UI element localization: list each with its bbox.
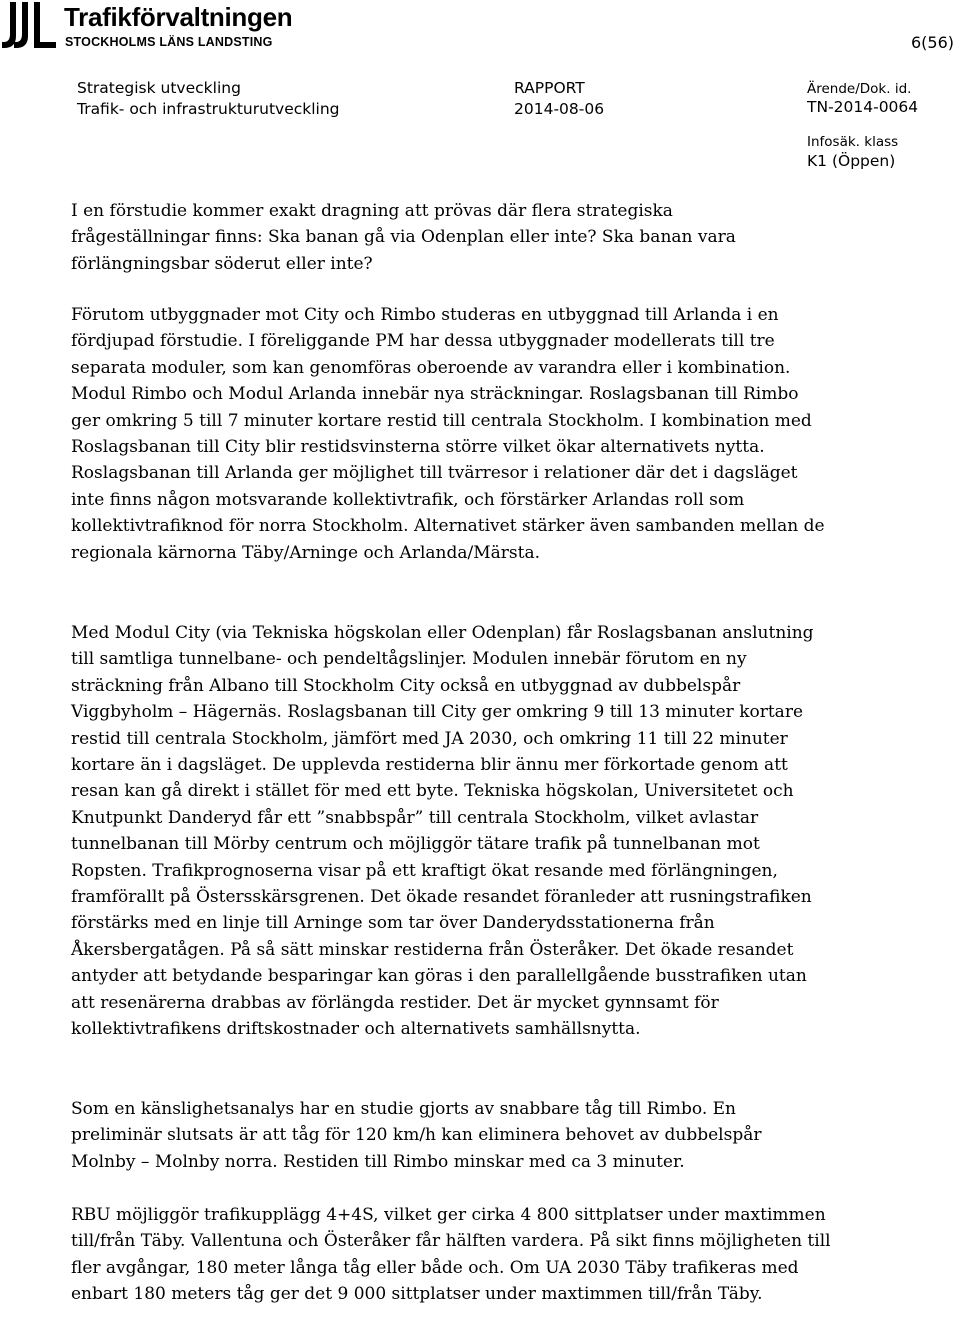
document-date: 2014-08-06 <box>514 100 605 118</box>
department: Strategisk utveckling <box>77 79 241 97</box>
paragraph: Med Modul City (via Tekniska högskolan eller Odenplan) får Roslagsbanan anslutning till samtliga tunnelbane- och pendeltågslinjer. Modulen innebär förutom en ny sträckning från Albano till Stockholm City också en utbyggnad av dubbelspår Viggbyholm – Hägernäs. Roslagsbanan till City ger omkring 9 till 13 minuter kortare restid till centrala Stockholm, jämfört med JA 2030, och omkring 11 till 22 minuter kortare än i dagsläget. De upplevda restiderna blir ännu mer förkortade genom att resan kan gå direkt i stället för med ett byte. Tekniska högskolan, Universitetet och Knutpunkt Danderyd får ett ”snabbspår” till centrala Stockholm, vilket avlastar tunnelbanan till Mörby centrum och möjliggör tätare trafik på tunnelbanan mot Ropsten. Trafikprognoserna visar på ett kraftigt ökat resande med förlängningen, framförallt på Östersskärsgrenen. Det ökade resandet föranleder att rusningstrafiken förstärks med en linje till Arninge som tar över Danderydsstationerna från Åkersbergatågen. På så sätt minskar restiderna från Österåker. Det ökade resandet antyder att betydande besparingar kan göras i den parallellgående busstrafiken utan att resenärerna drabbas av förlängda restider. Det är mycket gynnsamt för kollektivtrafikens driftskostnader och alternativets samhällsnytta. <box>71 623 814 1040</box>
page-number: 6(56) <box>910 33 954 52</box>
document-type: RAPPORT <box>514 79 585 97</box>
security-class: K1 (Öppen) <box>807 152 896 170</box>
org-name: Trafikförvaltningen <box>64 2 293 32</box>
paragraph: Som en känslighetsanalys har en studie gjorts av snabbare tåg till Rimbo. En preliminär slutsats är att tåg för 120 km/h kan eliminera behovet av dubbelspår Molnby – Molnby norra. Restiden till Rimbo minskar med ca 3 minuter. <box>71 1099 762 1172</box>
paragraph: I en förstudie kommer exakt dragning att prövas där flera strategiska frågeställningar finns: Ska banan gå via Odenplan eller inte? Ska banan vara förlängningsbar söderut eller inte? <box>71 201 736 274</box>
case-label: Ärende/Dok. id. <box>807 81 912 97</box>
paragraph: RBU möjliggör trafikupplägg 4+4S, vilket ger cirka 4 800 sittplatser under maxtimmen till/från Täby. Vallentuna och Österåker får hälften vardera. På sikt finns möjligheten till fler avgångar, 180 meter långa tåg eller både och. Om UA 2030 Täby trafikeras med enbart 180 meters tåg ger det 9 000 sittplatser under maxtimmen till/från Täby. <box>71 1205 831 1305</box>
unit: Trafik- och infrastrukturutveckling <box>77 100 340 118</box>
security-label: Infosäk. klass <box>807 134 899 150</box>
org-subtitle: STOCKHOLMS LÄNS LANDSTING <box>65 35 273 49</box>
case-id: TN-2014-0064 <box>807 98 919 116</box>
organization-mark-icon <box>2 2 58 50</box>
paragraph: Förutom utbyggnader mot City och Rimbo studeras en utbyggnad till Arlanda i en fördjupad förstudie. I föreliggande PM har dessa utbyggnader modellerats till tre separata moduler, som kan genomföras oberoende av varandra eller i kombination. Modul Rimbo och Modul Arlanda innebär nya sträckningar. Roslagsbanan till Rimbo ger omkring 5 till 7 minuter kortare restid till centrala Stockholm. I kombination med Roslagsbanan till City blir restidsvinsterna större vilket ökar alternativets nytta. Roslagsbanan till Arlanda ger möjlighet till tvärresor i relationer där det i dagsläget inte finns någon motsvarande kollektivtrafik, och förstärker Arlandas roll som kollektivtrafiknod för norra Stockholm. Alternativet stärker även sambanden mellan de regionala kärnorna Täby/Arninge och Arlanda/Märsta. <box>71 305 825 563</box>
org-logo <box>0 2 340 52</box>
